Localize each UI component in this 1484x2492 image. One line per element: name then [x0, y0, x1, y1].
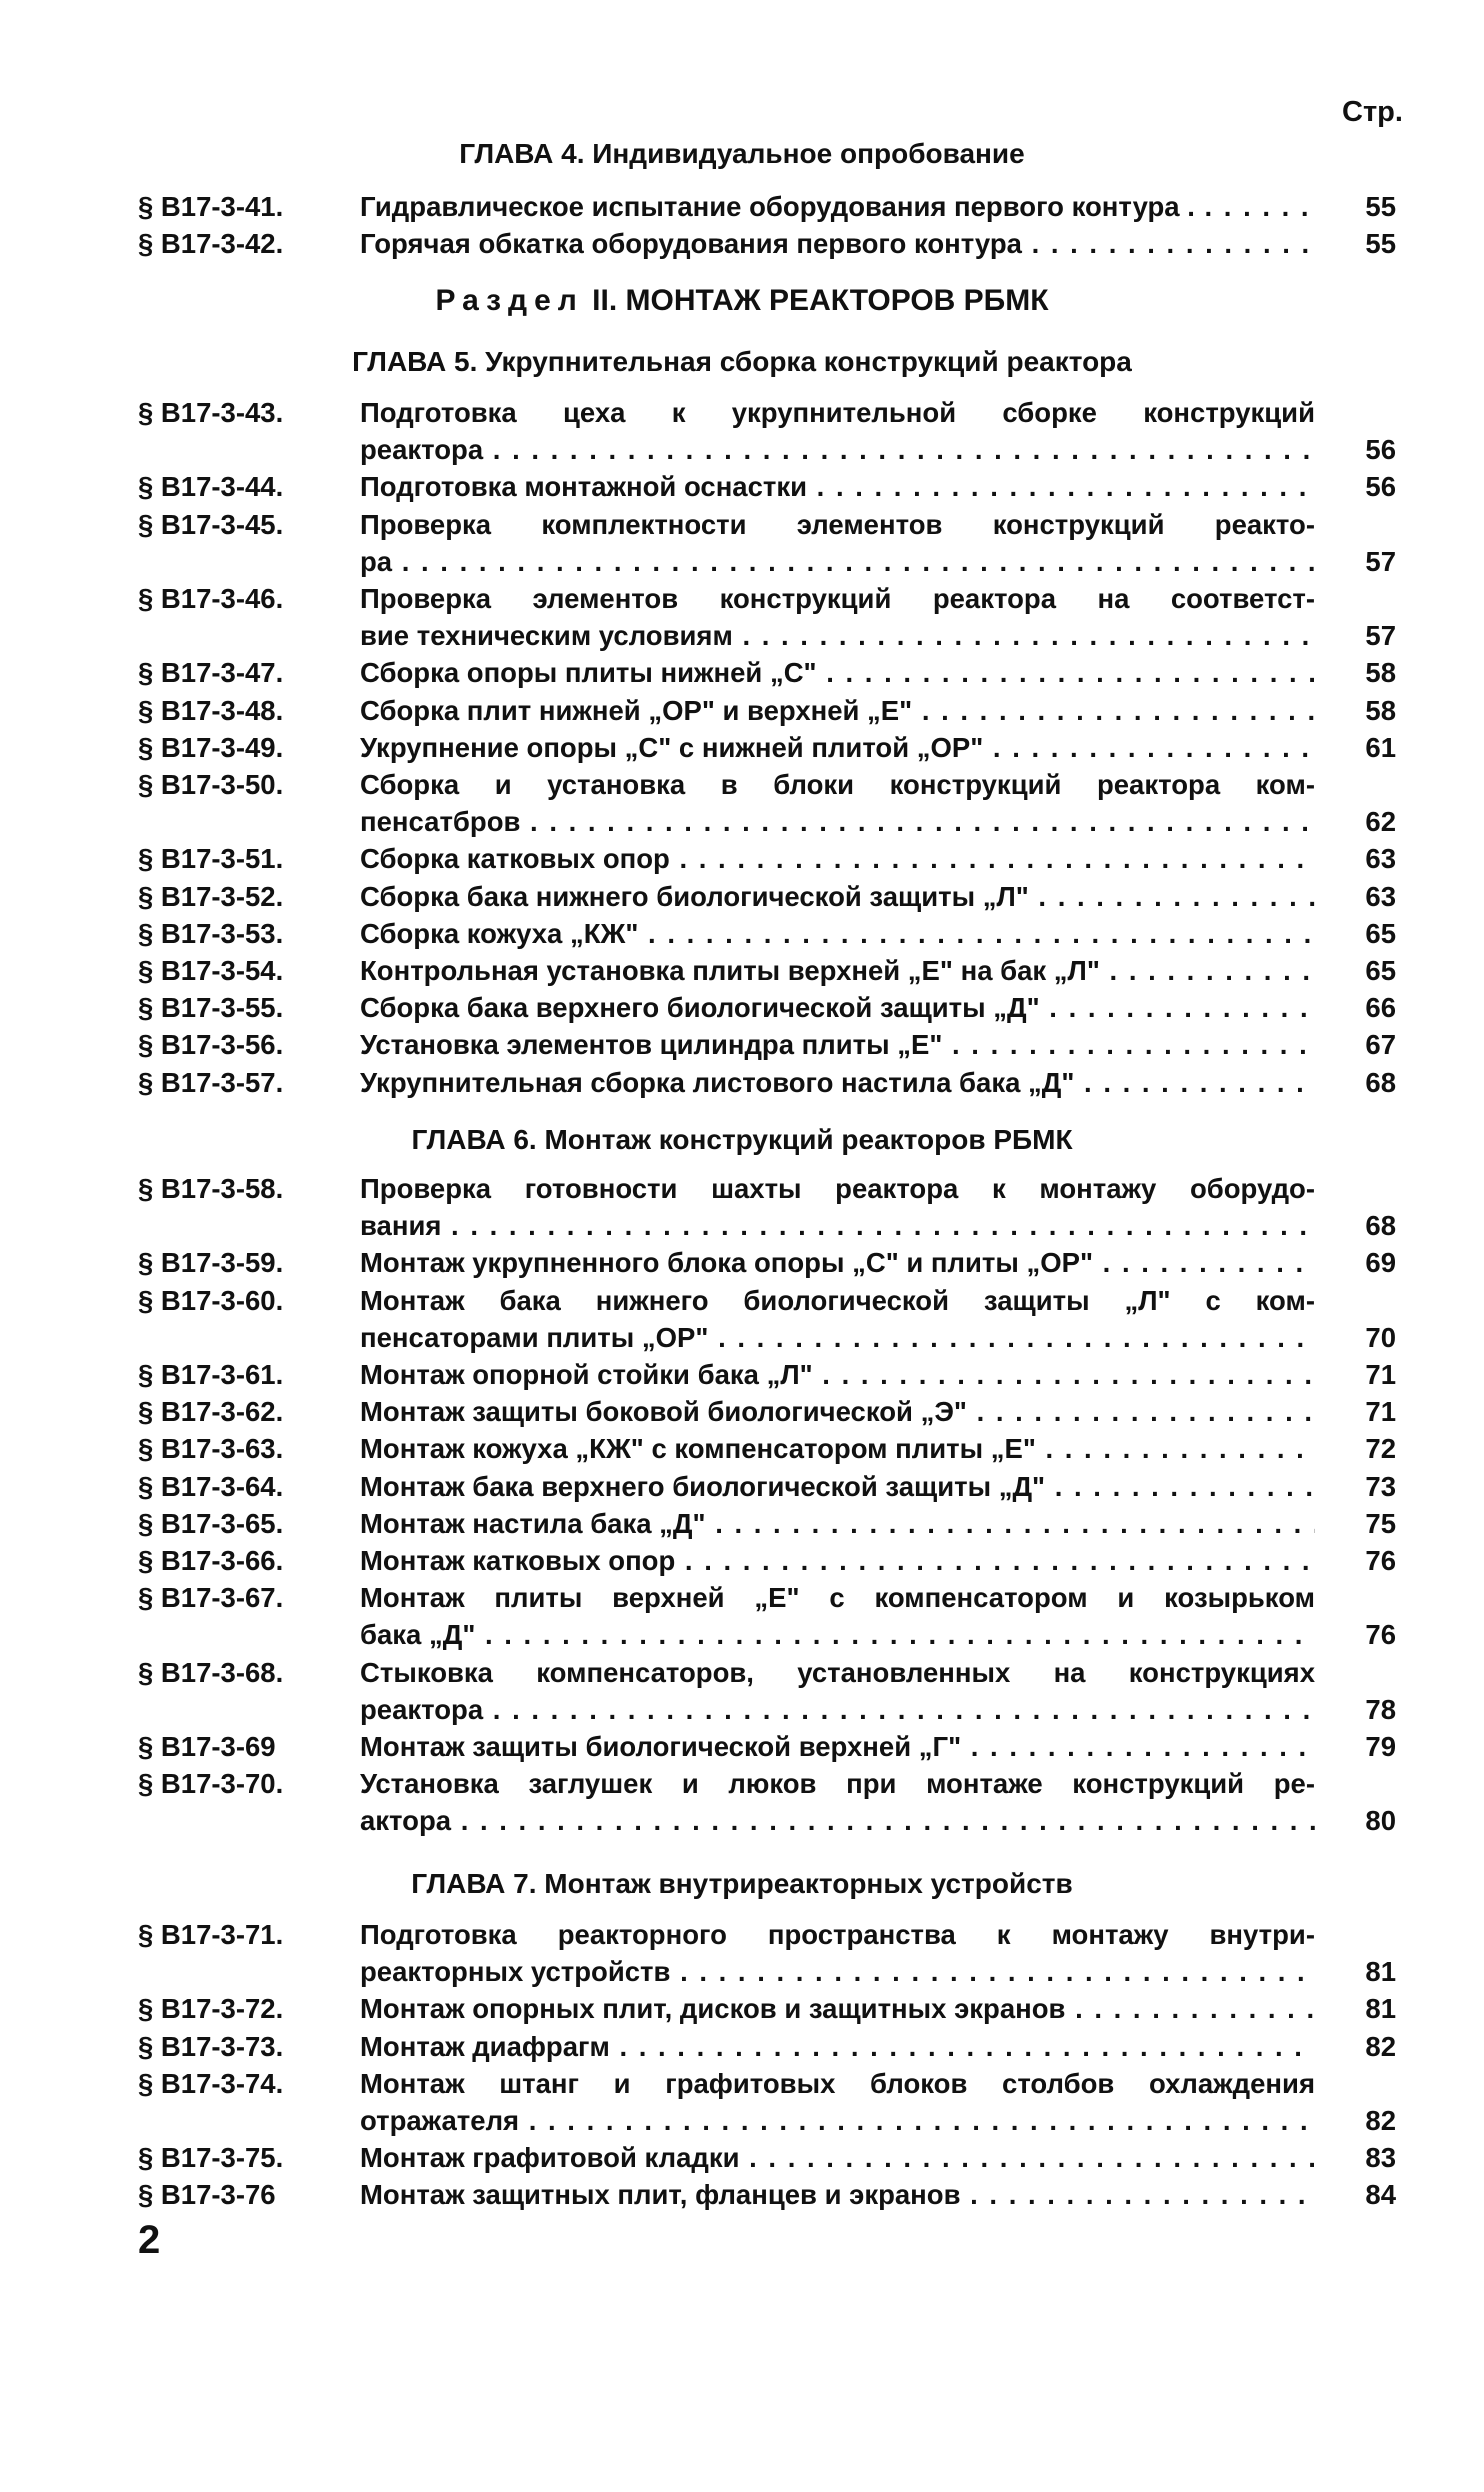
entry-title: [360, 1916, 1315, 1990]
entry-title-line: [360, 580, 1315, 617]
entry-section-number: § В17-3-50.: [138, 769, 284, 800]
chapter-6-heading: [0, 1124, 1484, 1156]
section-2-heading: [0, 284, 1484, 318]
entry-page-number: 61: [1365, 731, 1396, 763]
entry-title-line: [360, 1542, 1315, 1579]
entry-title: [360, 1170, 1315, 1244]
entry-title-line: [360, 803, 1315, 840]
entry-title: [360, 692, 1315, 729]
entry-section-number: § В17-3-76: [138, 2179, 276, 2211]
entry-page-number: 58: [1365, 657, 1396, 689]
entry-title-line: [360, 2102, 1315, 2139]
entry-title-text: Подготовка реакторного пространства к монтажу внутри-: [360, 1919, 1315, 1950]
entry-title-line: [360, 2176, 1315, 2213]
entry-title-line: [360, 1170, 1315, 1207]
entry-title-text: ра: [360, 545, 393, 577]
entry-title-line: [360, 1319, 1315, 1356]
chapter-title: ГЛАВА 7. Монтаж внутриреакторных устройств: [411, 1868, 1073, 1899]
entry-page-number: 79: [1365, 1731, 1396, 1762]
entry-title-text: Сборка опоры плиты нижней „С": [360, 657, 817, 689]
entry-title-text: Монтаж настила бака „Д": [360, 1507, 706, 1539]
entry-title-text: реактора: [360, 1693, 484, 1725]
entry-page-number: 62: [1365, 806, 1396, 838]
entry-title-text: пенсатбров: [360, 806, 521, 837]
entry-page-number: 55: [1365, 228, 1396, 260]
entry-title-text: Укрупнительная сборка листового настила бака „Д": [360, 1066, 1075, 1098]
entry-page-number: 75: [1365, 1507, 1396, 1539]
entry-section-number: § В17-3-67.: [138, 1582, 284, 1614]
entry-section-number: § В17-3-41.: [138, 191, 284, 222]
entry-title-text: Монтаж опорных плит, дисков и защитных экранов: [360, 1993, 1066, 2025]
chapter-title: ГЛАВА 6. Монтаж конструкций реакторов РБМК: [411, 1124, 1073, 1155]
entry-page-number: 81: [1365, 1956, 1396, 1988]
entry-title-line: [360, 1244, 1315, 1281]
entry-page-number: 76: [1365, 1619, 1396, 1651]
entry-title: [360, 1579, 1315, 1653]
entry-title-line: [360, 1356, 1315, 1393]
entry-title: [360, 1654, 1315, 1728]
entry-title-text: реакторных устройств: [360, 1956, 671, 1987]
entry-page-number: 63: [1365, 843, 1396, 875]
chapter-title: ГЛАВА 5. Укрупнительная сборка конструкций реактора: [352, 346, 1132, 377]
entry-title: [360, 506, 1315, 580]
entry-page-number: 65: [1365, 955, 1396, 986]
entry-title-line: [360, 952, 1315, 989]
entry-title-text: Сборка катковых опор: [360, 843, 670, 875]
entry-title-line: [360, 915, 1315, 952]
entry-title: [360, 394, 1315, 468]
entry-title-line: [360, 2028, 1315, 2065]
entry-page-number: 82: [1365, 2030, 1396, 2062]
entry-section-number: § В17-3-71.: [138, 1919, 284, 1950]
entry-title-line: [360, 506, 1315, 543]
entry-title-line: [360, 1282, 1315, 1319]
entry-section-number: § В17-3-60.: [138, 1284, 284, 1316]
entry-title-line: [360, 225, 1315, 262]
entry-page-number: 81: [1365, 1993, 1396, 2025]
entry-page-number: 63: [1365, 880, 1396, 912]
entry-title: [360, 2065, 1315, 2139]
entry-title-text: Горячая обкатка оборудования первого контура: [360, 228, 1022, 260]
entry-title: [360, 766, 1315, 840]
entry-section-number: § В17-3-42.: [138, 228, 284, 260]
entry-title: [360, 580, 1315, 654]
entry-title: [360, 1430, 1315, 1467]
entry-title: [360, 1542, 1315, 1579]
entry-page-number: 83: [1365, 2142, 1396, 2174]
entry-title-text: Сборка бака верхнего биологической защиты „Д": [360, 992, 1040, 1024]
entry-title-text: Стыковка компенсаторов, установленных на конструкциях: [360, 1656, 1315, 1688]
entry-page-number: 67: [1365, 1029, 1396, 1061]
entry-title-text: Монтаж штанг и графитовых блоков столбов охлаждения: [360, 2067, 1315, 2099]
entry-page-number: 78: [1365, 1693, 1396, 1725]
entry-page-number: 57: [1365, 545, 1396, 577]
entry-page-number: 69: [1365, 1247, 1396, 1279]
entry-title-line: [360, 654, 1315, 691]
entry-title-line: [360, 1207, 1315, 1244]
entry-title-line: [360, 729, 1315, 766]
entry-title-text: реактора: [360, 434, 484, 465]
entry-title-line: [360, 431, 1315, 468]
entry-title-text: Монтаж кожуха „КЖ" с компенсатором плиты „Е": [360, 1433, 1036, 1465]
entry-title-text: Проверка готовности шахты реактора к монтажу оборудо-: [360, 1173, 1315, 1204]
entry-title-line: [360, 2065, 1315, 2102]
entry-title-text: Проверка элементов конструкций реактора на соответст-: [360, 583, 1315, 614]
entry-title: [360, 1990, 1315, 2027]
entry-page-number: 68: [1365, 1066, 1396, 1098]
entry-title-text: Монтаж защитных плит, фланцев и экранов: [360, 2179, 961, 2211]
entry-section-number: § В17-3-44.: [138, 471, 284, 503]
entry-title: [360, 989, 1315, 1026]
chapter-4-heading: [0, 138, 1484, 170]
entry-title-line: [360, 1802, 1315, 1839]
entry-title: [360, 1244, 1315, 1281]
entry-section-number: § В17-3-57.: [138, 1066, 284, 1098]
entry-title-text: Сборка и установка в блоки конструкций реактора ком-: [360, 769, 1315, 800]
entry-title: [360, 915, 1315, 952]
entry-title-line: [360, 1728, 1315, 1765]
entry-title-text: пенсаторами плиты „ОР": [360, 1321, 709, 1353]
entry-title-text: Контрольная установка плиты верхней „Е" на бак „Л": [360, 955, 1100, 986]
entry-section-number: § В17-3-47.: [138, 657, 284, 689]
entry-section-number: § В17-3-72.: [138, 1993, 284, 2025]
entry-title-line: [360, 766, 1315, 803]
entry-title: [360, 1468, 1315, 1505]
entry-page-number: 57: [1365, 620, 1396, 652]
entry-section-number: § В17-3-45.: [138, 508, 284, 540]
entry-title-line: [360, 1393, 1315, 1430]
entry-page-number: 58: [1365, 694, 1396, 726]
entry-title: [360, 1393, 1315, 1430]
page-column-label: Стр.: [1342, 96, 1403, 128]
entry-title-text: отражателя: [360, 2104, 520, 2136]
entry-title: [360, 1505, 1315, 1542]
entry-section-number: § В17-3-43.: [138, 397, 284, 428]
entry-section-number: § В17-3-63.: [138, 1433, 284, 1465]
chapter-title: ГЛАВА 4. Индивидуальное опробование: [459, 138, 1025, 169]
entry-title-line: [360, 1026, 1315, 1063]
entry-title: [360, 1356, 1315, 1393]
entry-title: [360, 729, 1315, 766]
entry-title-line: [360, 692, 1315, 729]
entry-page-number: 71: [1365, 1359, 1396, 1390]
entry-title-line: [360, 1953, 1315, 1990]
entry-section-number: § В17-3-49.: [138, 731, 284, 763]
entry-title-text: Проверка комплектности элементов конструкций реакто-: [360, 508, 1315, 540]
entry-title-text: Установка элементов цилиндра плиты „Е": [360, 1029, 943, 1061]
entry-page-number: 73: [1365, 1470, 1396, 1502]
entry-title-line: [360, 1064, 1315, 1101]
entry-section-number: § В17-3-73.: [138, 2030, 284, 2062]
entry-title: [360, 2028, 1315, 2065]
entry-title: [360, 2139, 1315, 2176]
entry-title: [360, 468, 1315, 505]
entry-title: [360, 2176, 1315, 2213]
entry-title-line: [360, 394, 1315, 431]
entry-section-number: § В17-3-65.: [138, 1507, 284, 1539]
entry-section-number: § В17-3-64.: [138, 1470, 284, 1502]
entry-page-number: 72: [1365, 1433, 1396, 1465]
entry-title-line: [360, 1430, 1315, 1467]
entry-section-number: § В17-3-52.: [138, 880, 284, 912]
entry-title-text: Гидравлическое испытание оборудования первого контура .: [360, 191, 1195, 222]
entry-title-text: Монтаж бака верхнего биологической защиты „Д": [360, 1470, 1046, 1502]
entry-page-number: 76: [1365, 1545, 1396, 1576]
entry-section-number: § В17-3-61.: [138, 1359, 284, 1390]
entry-title-line: [360, 543, 1315, 580]
entry-title-text: бака „Д": [360, 1619, 476, 1651]
entry-page-number: 65: [1365, 917, 1396, 949]
entry-title-line: [360, 1616, 1315, 1653]
entry-title-line: [360, 1990, 1315, 2027]
entry-section-number: § В17-3-54.: [138, 955, 284, 986]
entry-title-line: [360, 840, 1315, 877]
entry-title: [360, 1282, 1315, 1356]
entry-title-text: Сборка плит нижней „ОР" и верхней „Е": [360, 694, 913, 726]
entry-title-text: Укрупнение опоры „С" с нижней плитой „ОР": [360, 731, 984, 763]
entry-title-text: вие техническим условиям: [360, 620, 733, 651]
entry-section-number: § В17-3-46.: [138, 583, 284, 614]
entry-title-text: Монтаж диафрагм: [360, 2030, 610, 2062]
entry-title-text: Монтаж бака нижнего биологической защиты „Л" с ком-: [360, 1284, 1315, 1316]
entry-title-line: [360, 1916, 1315, 1953]
entry-page-number: 56: [1365, 434, 1396, 466]
entry-title-line: [360, 1654, 1315, 1691]
entry-title-text: Сборка бака нижнего биологической защиты „Л": [360, 880, 1029, 912]
entry-section-number: § В17-3-56.: [138, 1029, 284, 1061]
entry-page-number: 70: [1365, 1321, 1396, 1353]
entry-title: [360, 1064, 1315, 1101]
entry-section-number: § В17-3-66.: [138, 1545, 284, 1576]
chapter-7-heading: [0, 1868, 1484, 1900]
entry-title: [360, 225, 1315, 262]
entry-title-text: Установка заглушек и люков при монтаже конструкций ре-: [360, 1768, 1315, 1800]
entry-title-line: [360, 617, 1315, 654]
entry-section-number: § В17-3-48.: [138, 694, 284, 726]
entry-title: [360, 878, 1315, 915]
entry-title-text: Монтаж катковых опор: [360, 1545, 676, 1576]
entry-title: [360, 654, 1315, 691]
entry-title-line: [360, 1468, 1315, 1505]
entry-section-number: § В17-3-70.: [138, 1768, 284, 1800]
entry-title-line: [360, 468, 1315, 505]
entry-section-number: § В17-3-58.: [138, 1173, 284, 1204]
entry-page-number: 55: [1365, 191, 1396, 222]
entry-page-number: 68: [1365, 1210, 1396, 1242]
entry-page-number: 84: [1365, 2179, 1396, 2211]
entry-title-line: [360, 1505, 1315, 1542]
entry-title-text: Монтаж защиты биологической верхней „Г": [360, 1731, 962, 1762]
entry-section-number: § В17-3-68.: [138, 1656, 284, 1688]
chapter-5-heading: [0, 346, 1484, 378]
entry-title-text: Монтаж опорной стойки бака „Л": [360, 1359, 813, 1390]
entry-title-text: Монтаж защиты боковой биологической „Э": [360, 1396, 967, 1428]
entry-page-number: 66: [1365, 992, 1396, 1024]
entry-section-number: § В17-3-62.: [138, 1396, 284, 1428]
entry-title: [360, 952, 1315, 989]
entry-title-line: [360, 2139, 1315, 2176]
entry-page-number: 56: [1365, 471, 1396, 503]
entry-section-number: § В17-3-51.: [138, 843, 284, 875]
entry-title-text: Монтаж укрупненного блока опоры „С" и плиты „ОР": [360, 1247, 1094, 1279]
entry-title-text: актора: [360, 1805, 452, 1837]
entry-title-line: [360, 1765, 1315, 1802]
entry-title: [360, 1728, 1315, 1765]
entry-title-text: Подготовка цеха к укрупнительной сборке конструкций: [360, 397, 1315, 428]
entry-section-number: § В17-3-59.: [138, 1247, 284, 1279]
entry-section-number: § В17-3-74.: [138, 2067, 284, 2099]
entry-title-line: [360, 1579, 1315, 1616]
page-number: 2: [138, 2218, 161, 2262]
entry-title: [360, 1765, 1315, 1839]
entry-title-line: [360, 989, 1315, 1026]
section-prefix: Раздел: [435, 284, 584, 317]
section-title: II. МОНТАЖ РЕАКТОРОВ РБМК: [592, 284, 1049, 317]
entry-title: [360, 1026, 1315, 1063]
entry-section-number: § В17-3-69: [138, 1731, 276, 1762]
entry-section-number: § В17-3-75.: [138, 2142, 284, 2174]
entry-page-number: 82: [1365, 2104, 1396, 2136]
entry-title: [360, 840, 1315, 877]
entry-title-line: [360, 878, 1315, 915]
entry-title-text: Монтаж графитовой кладки: [360, 2142, 740, 2174]
entry-title: [360, 188, 1315, 225]
entry-title-text: Монтаж плиты верхней „Е" с компенсатором и козырьком: [360, 1582, 1315, 1614]
entry-title-text: вания: [360, 1210, 442, 1241]
entry-title-line: [360, 188, 1315, 225]
entry-page-number: 71: [1365, 1396, 1396, 1428]
entry-section-number: § В17-3-55.: [138, 992, 284, 1024]
entry-title-text: Подготовка монтажной оснастки: [360, 471, 808, 503]
entry-section-number: § В17-3-53.: [138, 917, 284, 949]
entry-page-number: 80: [1365, 1805, 1396, 1837]
entry-title-line: [360, 1691, 1315, 1728]
entry-title-text: Сборка кожуха „КЖ": [360, 917, 639, 949]
